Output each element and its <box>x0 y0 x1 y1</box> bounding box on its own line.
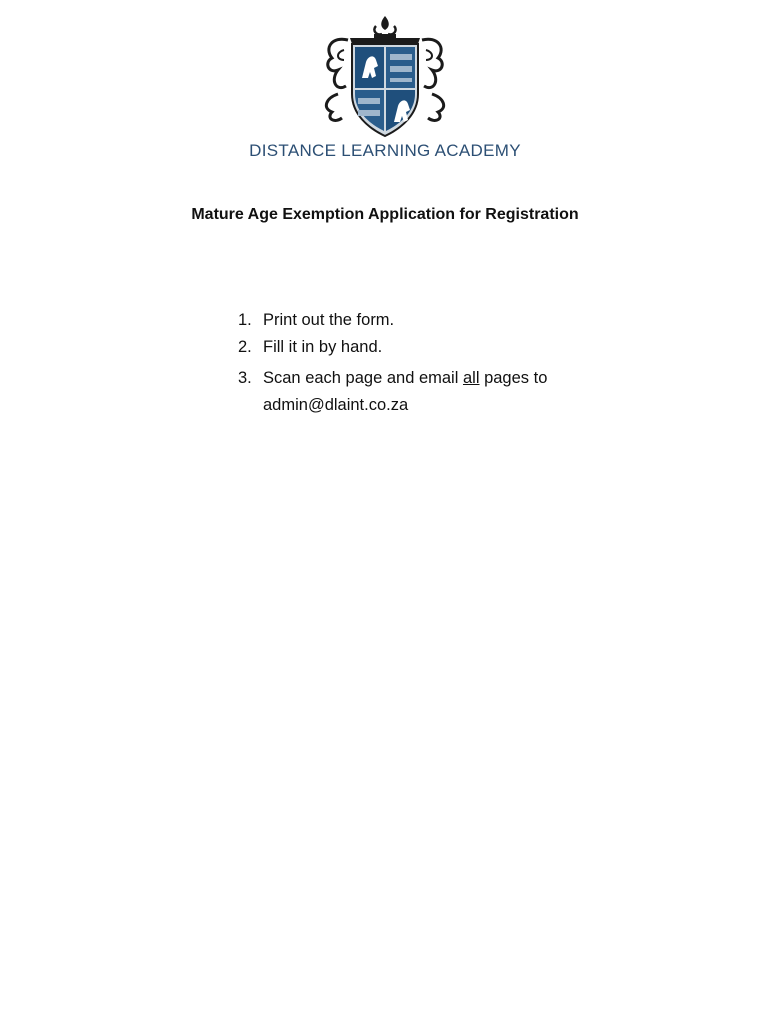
step-text-before: Scan each page and email <box>263 369 463 387</box>
document-title: Mature Age Exemption Application for Registration <box>191 206 579 223</box>
step-number: 3. <box>238 369 252 387</box>
academy-crest-icon <box>318 14 452 140</box>
list-item <box>238 334 618 361</box>
emphasis-all: all <box>462 369 480 387</box>
step-number: 2. <box>238 338 252 356</box>
step-text: Print out the form. <box>263 311 395 329</box>
list-item <box>238 365 618 419</box>
step-text: Fill it in by hand. <box>263 338 383 356</box>
contact-email: admin@dlaint.co.za <box>263 396 409 414</box>
step-text <box>263 365 618 419</box>
academy-name: DISTANCE LEARNING ACADEMY <box>249 141 521 160</box>
step-text-after: pages to <box>479 369 548 387</box>
instruction-list <box>238 307 618 419</box>
list-item <box>238 307 618 334</box>
step-number: 1. <box>238 311 252 329</box>
